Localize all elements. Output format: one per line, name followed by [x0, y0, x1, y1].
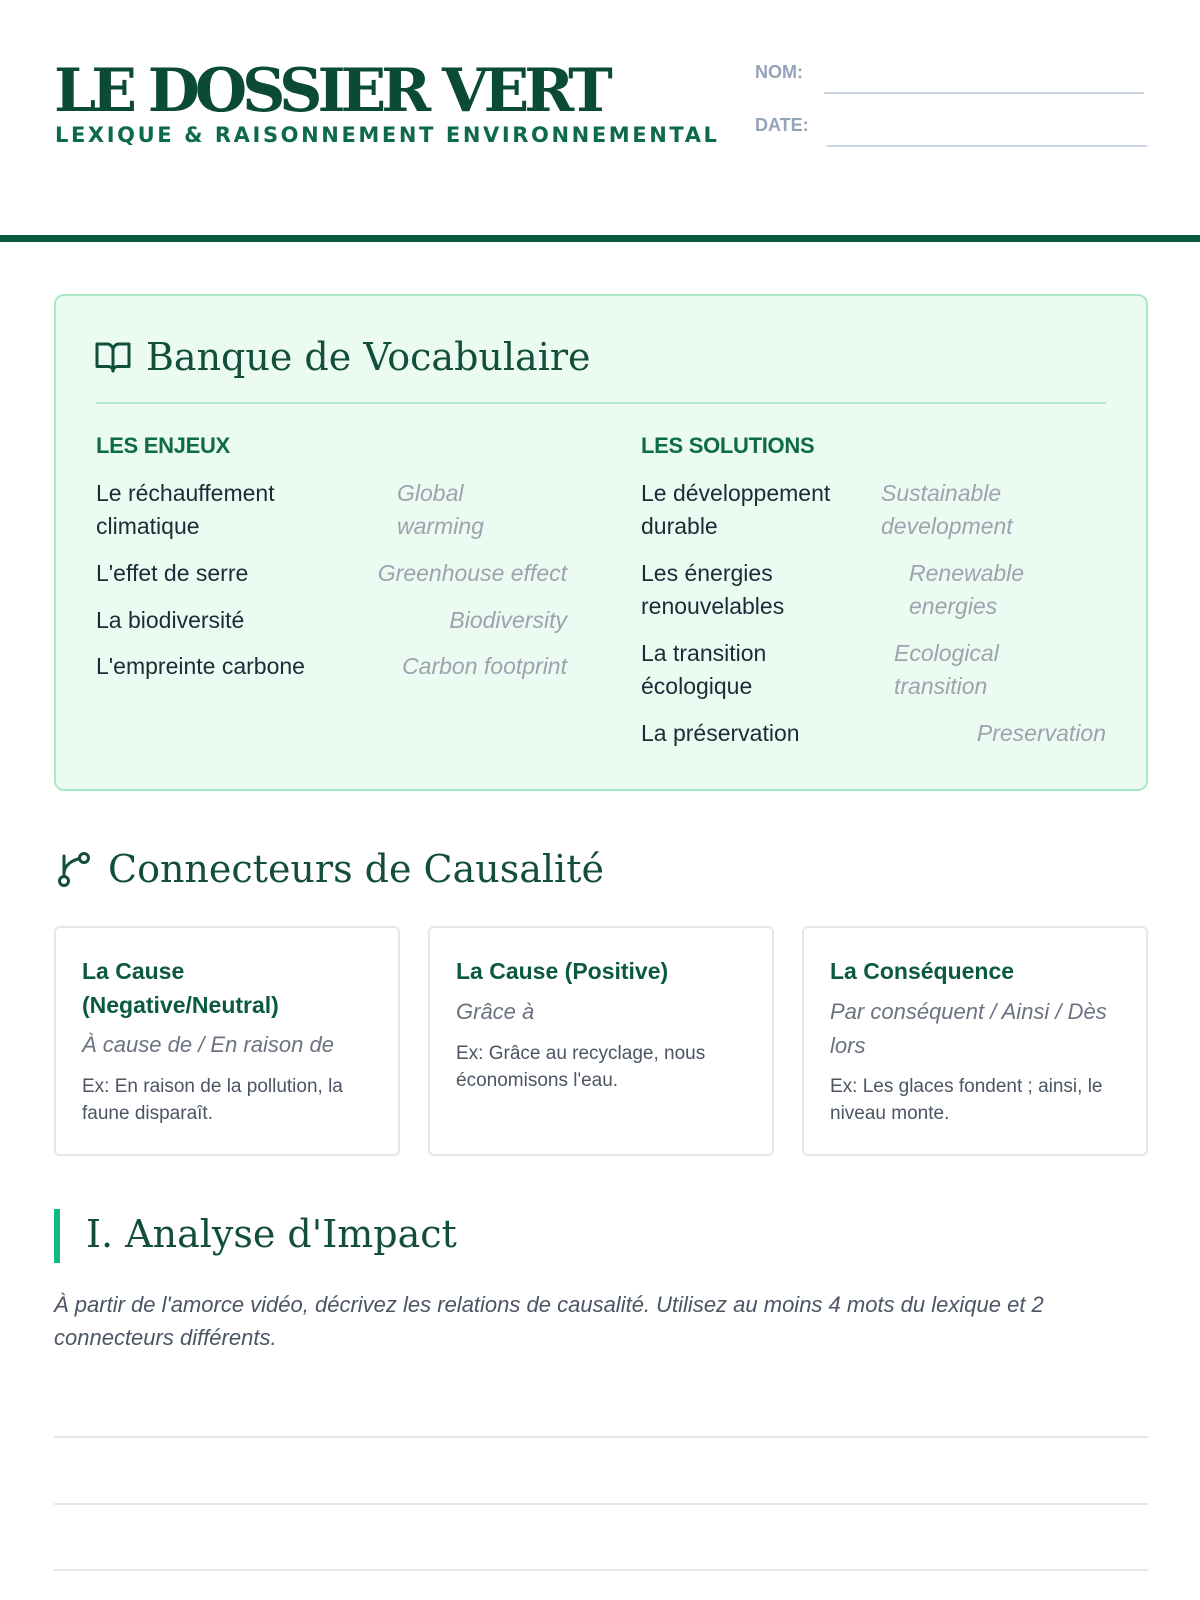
analysis-title: I. Analyse d'Impact [86, 1212, 457, 1256]
card-example: Ex: Les glaces fondent ; ainsi, le niveau monte. [830, 1076, 1103, 1124]
enjeux-heading: LES ENJEUX [96, 433, 230, 458]
term-en: Ecological transition [894, 640, 999, 699]
card-title: La Conséquence [830, 958, 1015, 984]
term-en: Sustainable development [881, 480, 1013, 539]
term-en: Renewable energies [909, 560, 1025, 619]
term-fr: L'empreinte carbone [96, 653, 305, 679]
connector-card [54, 926, 400, 1156]
card-example: Ex: En raison de la pollution, la faune disparaît. [82, 1076, 343, 1124]
term-fr: La biodiversité [96, 607, 245, 633]
panel-divider [96, 402, 1106, 404]
answer-line[interactable] [54, 1569, 1148, 1571]
analysis-instructions: À partir de l'amorce vidéo, décrivez les relations de causalité. Utilisez au moins 4 mots du lexique et 2 connecteurs différents. [54, 1292, 1044, 1350]
connector-card [428, 926, 774, 1156]
connector-card [802, 926, 1148, 1156]
vocabulary-title-text: Banque de Vocabulaire [146, 335, 591, 379]
card-title: La Cause (Negative/Neutral) [82, 958, 279, 1018]
connectors-title [56, 847, 604, 891]
term-fr: La préservation [641, 720, 800, 746]
date-field[interactable] [827, 145, 1147, 147]
answer-line[interactable] [54, 1503, 1148, 1505]
page-title: LE DOSSIER VERT [54, 56, 608, 126]
term-en: Preservation [976, 720, 1106, 746]
term-en: Carbon footprint [402, 653, 567, 679]
open-book-icon [94, 339, 132, 375]
name-field[interactable] [824, 92, 1144, 94]
connectors-title-text: Connecteurs de Causalité [108, 847, 604, 891]
answer-line[interactable] [54, 1436, 1148, 1438]
name-label: NOM: [755, 62, 803, 82]
section-accent-bar [54, 1209, 60, 1263]
card-phrase: Grâce à [456, 999, 535, 1024]
vocabulary-title [94, 335, 591, 379]
term-fr: La transition écologique [641, 640, 767, 699]
date-label: DATE: [755, 115, 809, 135]
branch-icon [56, 850, 92, 888]
term-en: Greenhouse effect [377, 560, 567, 586]
card-phrase: À cause de / En raison de [82, 1032, 334, 1057]
term-en: Biodiversity [449, 607, 567, 633]
card-title: La Cause (Positive) [456, 958, 669, 984]
card-phrase: Par conséquent / Ainsi / Dès lors [830, 999, 1107, 1058]
term-fr: Le développement durable [641, 480, 831, 539]
page-header [0, 0, 1200, 242]
solutions-heading: LES SOLUTIONS [641, 433, 815, 458]
term-en: Global warming [397, 480, 484, 539]
card-example: Ex: Grâce au recyclage, nous économisons l'eau. [456, 1043, 706, 1091]
term-fr: Les énergies renouvelables [641, 560, 785, 619]
term-fr: L'effet de serre [96, 560, 249, 586]
page-subtitle: LEXIQUE & RAISONNEMENT ENVIRONNEMENTAL [55, 123, 720, 147]
term-fr: Le réchauffement climatique [96, 480, 275, 539]
